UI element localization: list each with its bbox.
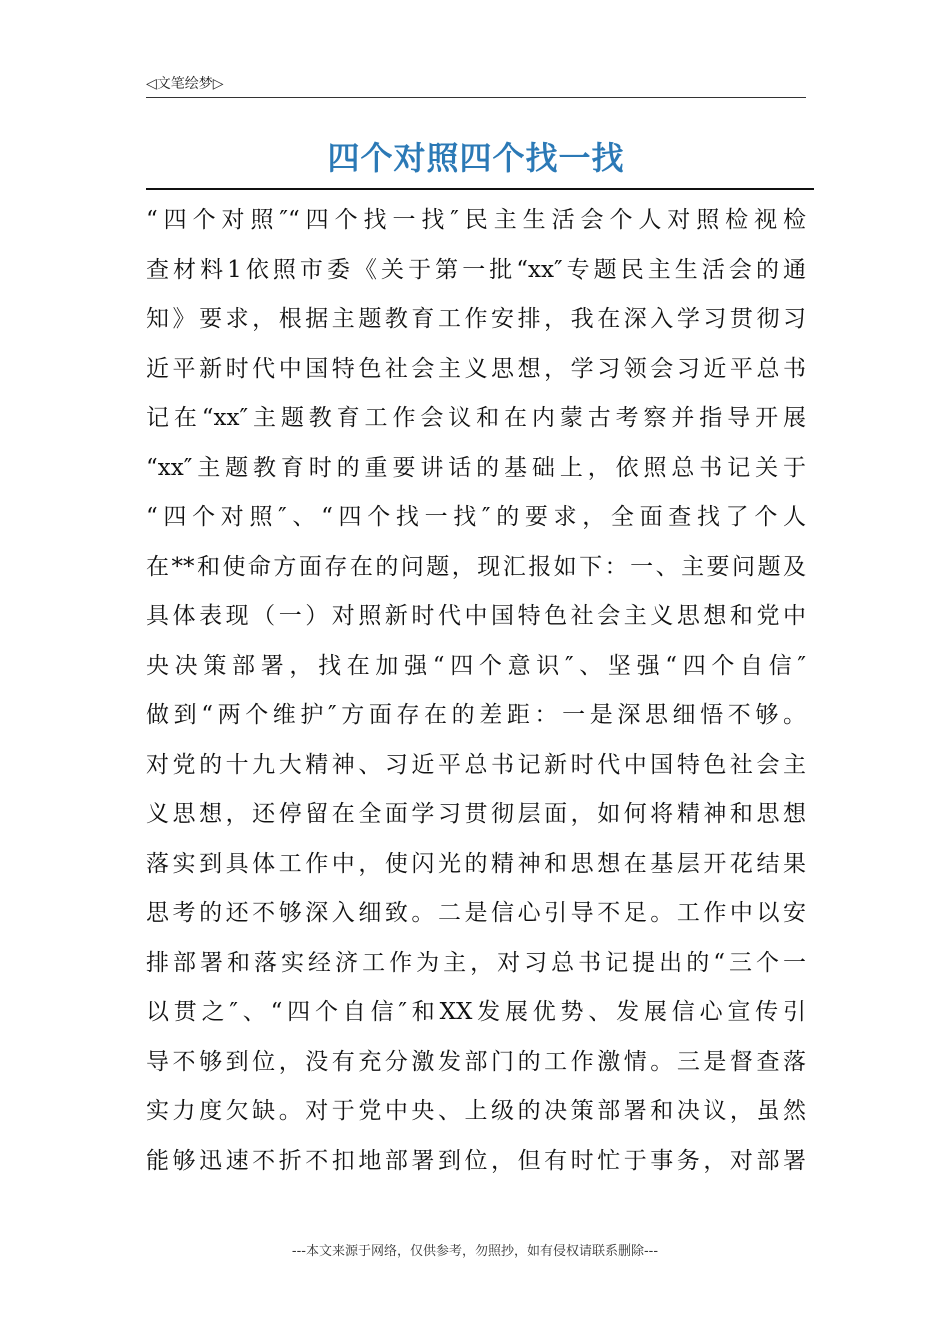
- body-line: 落实到具体工作中，使闪光的精神和思想在基层开花结果: [146, 850, 806, 877]
- header-mark: ◁文笔绘梦▷: [146, 76, 224, 92]
- body-line: 查材料1依照市委《关于第一批“xx″专题民主生活会的通: [146, 256, 806, 283]
- footer-disclaimer: ---本文来源于网络，仅供参考，勿照抄，如有侵权请联系删除---: [291, 1244, 659, 1259]
- body-line: “xx″主题教育时的重要讲话的基础上，依照总书记关于: [146, 454, 806, 481]
- body-line: 在**和使命方面存在的问题，现汇报如下：一、主要问题及: [146, 553, 806, 580]
- body-line: 思考的还不够深入细致。二是信心引导不足。工作中以安: [146, 900, 806, 926]
- body-line: 知》要求，根据主题教育工作安排，我在深入学习贯彻习: [146, 306, 806, 332]
- body-line: 以贯之″、“四个自信″和XX发展优势、发展信心宣传引: [146, 999, 806, 1025]
- title-divider: [146, 188, 814, 190]
- body-line: 具体表现（一）对照新时代中国特色社会主义思想和党中: [146, 603, 806, 629]
- body-line: 对党的十九大精神、习近平总书记新时代中国特色社会主: [146, 751, 806, 778]
- body-line: 导不够到位，没有充分激发部门的工作激情。三是督查落: [146, 1048, 806, 1075]
- body-line: 能够迅速不折不扣地部署到位，但有时忙于事务，对部署: [146, 1147, 806, 1174]
- body-line: 记在“xx″主题教育工作会议和在内蒙古考察并指导开展: [146, 405, 806, 431]
- document-body: [146, 196, 806, 1186]
- document-title: 四个对照四个找一找: [327, 139, 625, 177]
- body-line: 义思想，还停留在全面学习贯彻层面，如何将精神和思想: [146, 801, 806, 827]
- header-divider: [146, 97, 806, 98]
- body-line: 央决策部署，找在加强“四个意识″、坚强“四个自信″: [146, 652, 806, 679]
- body-line: 做到“两个维护″方面存在的差距：一是深思细悟不够。: [146, 702, 806, 728]
- body-line: 近平新时代中国特色社会主义思想，学习领会习近平总书: [146, 355, 806, 382]
- body-line: “四个对照″“四个找一找″民主生活会个人对照检视检: [146, 207, 806, 233]
- body-line: 实力度欠缺。对于党中央、上级的决策部署和决议，虽然: [146, 1098, 806, 1124]
- body-line: 排部署和落实经济工作为主，对习总书记提出的“三个一: [146, 949, 806, 976]
- body-line: “四个对照″、“四个找一找″的要求，全面查找了个人: [146, 504, 806, 530]
